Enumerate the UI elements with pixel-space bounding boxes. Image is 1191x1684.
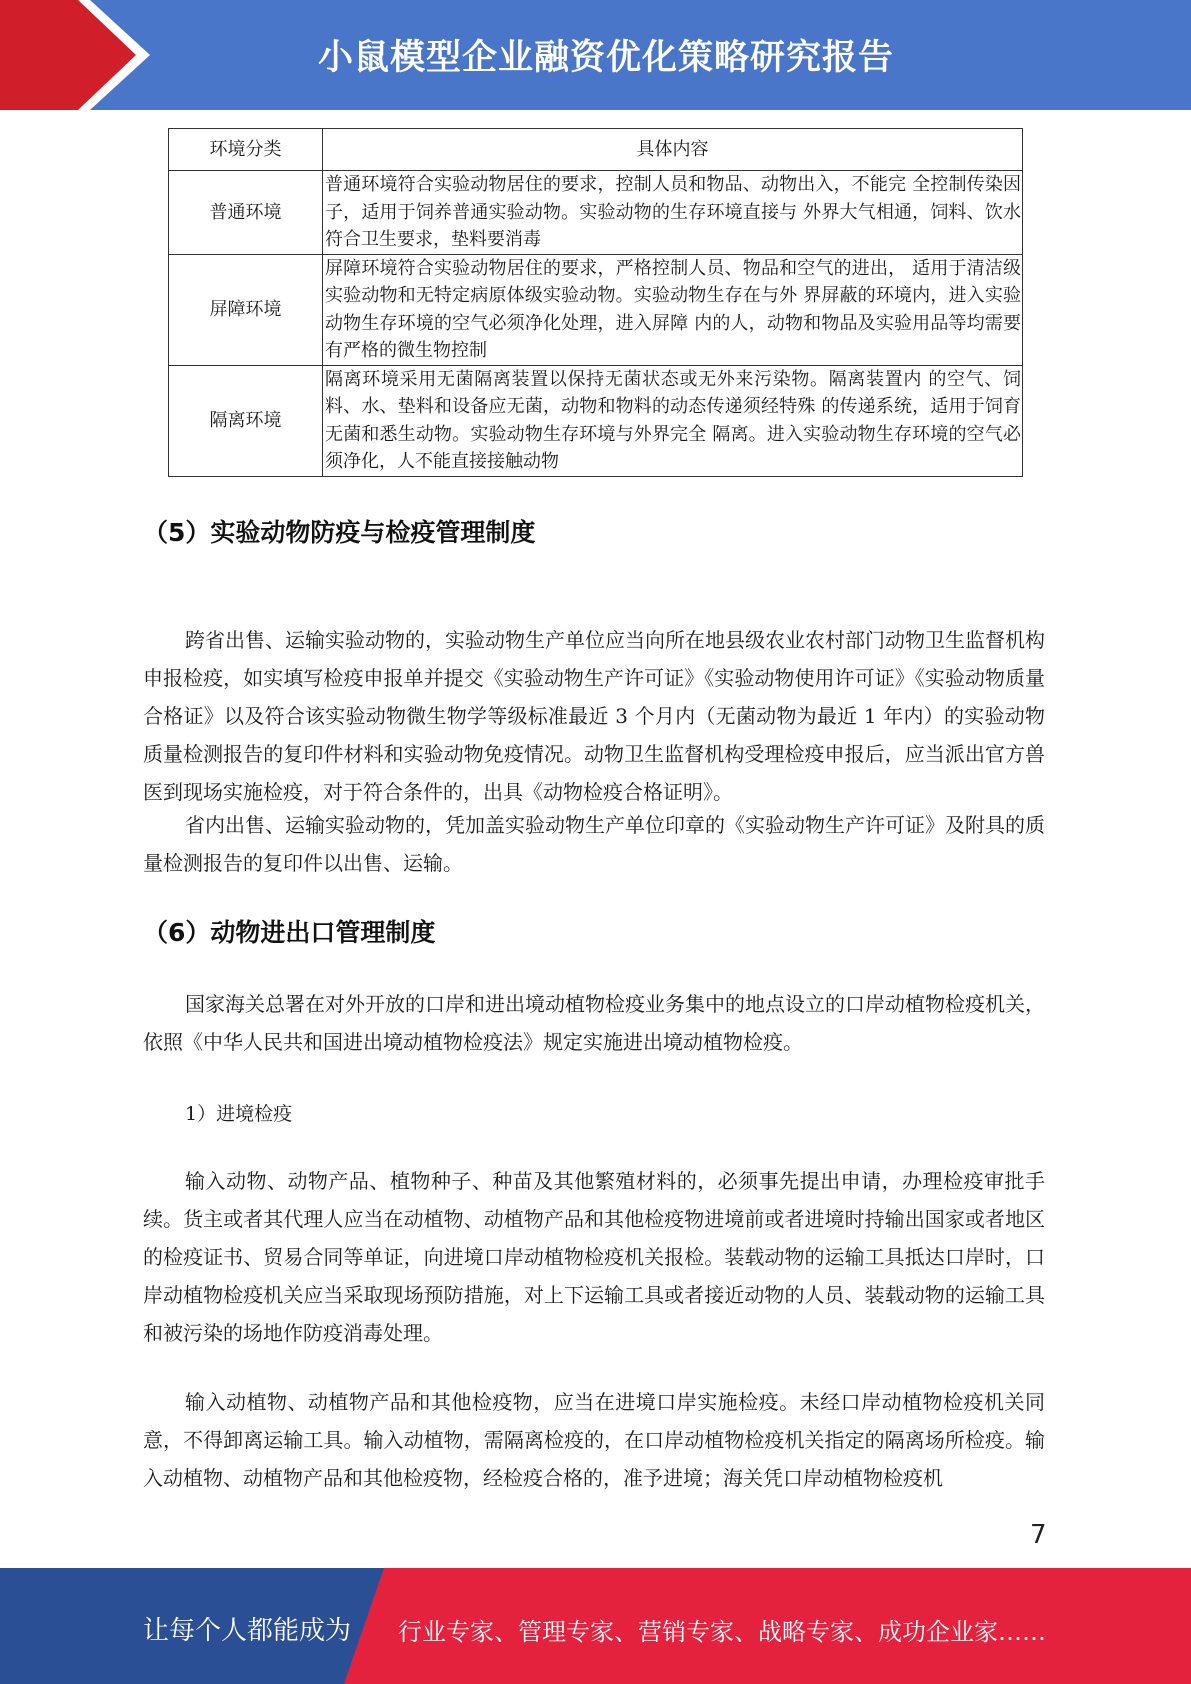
environment-classification-table: [168, 128, 1023, 477]
table-cell-category: 屏障环境: [169, 254, 323, 365]
table-header-row: [169, 129, 1023, 171]
header-red-chevron-shape: [0, 0, 150, 110]
table-header-category: 环境分类: [169, 129, 323, 171]
footer-slogan-left: 让每个人都能成为: [143, 1616, 352, 1646]
page-header: [0, 0, 1191, 110]
table-cell-content: 隔离环境采用无菌隔离装置以保持无菌状态或无外来污染物。隔离装置内 的空气、饲料、水、垫料和设备应无菌，动物和物料的动态传递须经特殊 的传递系统，适用于饲育无菌和悉生动物。实验动物生存环境与外界完全 隔离。进入实验动物生存环境的空气必须净化，人不能直接接触动物: [323, 365, 1023, 476]
paragraph: 输入动植物、动植物产品和其他检疫物，应当在进境口岸实施检疫。未经口岸动植物检疫机关同意，不得卸离运输工具。输入动植物，需隔离检疫的，在口岸动植物检疫机关指定的隔离场所检疫。输入动植物、动植物产品和其他检疫物，经检疫合格的，准予进境；海关凭口岸动植物检疫机: [143, 1390, 1045, 1490]
table-cell-content: 普通环境符合实验动物居住的要求，控制人员和物品、动物出入，不能完 全控制传染因子，适用于饲养普通实验动物。实验动物的生存环境直接与 外界大气相通，饲料、饮水符合卫生要求，垫料要消毒: [323, 171, 1023, 255]
paragraph: 省内出售、运输实验动物的，凭加盖实验动物生产单位印章的《实验动物生产许可证》及附具的质量检测报告的复印件以出售、运输。: [143, 813, 1045, 875]
paragraph: 输入动物、动物产品、植物种子、种苗及其他繁殖材料的，必须事先提出申请，办理检疫审批手续。货主或者其代理人应当在动植物、动植物产品和其他检疫物进境前或者进境时持输出国家或者地区的检疫证书、贸易合同等单证，向进境口岸动植物检疫机关报检。装载动物的运输工具抵达口岸时，口岸动植物检疫机关应当采取现场预防措施，对上下运输工具或者接近动物的人员、装载动物的运输工具和被污染的场地作防疫消毒处理。: [143, 1169, 1045, 1345]
table-cell-category: 普通环境: [169, 171, 323, 255]
table-cell-content: 屏障环境符合实验动物居住的要求，严格控制人员、物品和空气的进出， 适用于清洁级实验动物和无特定病原体级实验动物。实验动物生存在与外 界屏蔽的环境内，进入实验动物生存环境的空气必须净化处理，进入屏障 内的人，动物和物品及实验用品等均需要有严格的微生物控制: [323, 254, 1023, 365]
page-number: 7: [1030, 1520, 1047, 1550]
footer-slogan-right: 行业专家、管理专家、营销专家、战略专家、成功企业家……: [398, 1618, 1046, 1646]
paragraph: 跨省出售、运输实验动物的，实验动物生产单位应当向所在地县级农业农村部门动物卫生监督机构申报检疫，如实填写检疫申报单并提交《实验动物生产许可证》《实验动物使用许可证》《实验动物质量合格证》以及符合该实验动物微生物学等级标准最近 3 个月内（无菌动物为最近 1 年内）的实验动物质量检测报告的复印件材料和实验动物免疫情况。动物卫生监督机构受理检疫申报后，应当派出官方兽医到现场实施检疫，对于符合条件的，出具《动物检疫合格证明》。: [143, 628, 1045, 804]
report-title: 小鼠模型企业融资优化策略研究报告: [318, 38, 895, 78]
table-row: [169, 254, 1023, 365]
table-row: [169, 171, 1023, 255]
section-heading-6: （6）动物进出口管理制度: [143, 918, 436, 947]
table-header-content: 具体内容: [323, 129, 1023, 171]
section-heading-5: （5）实验动物防疫与检疫管理制度: [143, 518, 536, 547]
table-row: [169, 365, 1023, 476]
paragraph: 国家海关总署在对外开放的口岸和进出境动植物检疫业务集中的地点设立的口岸动植物检疫机关，依照《中华人民共和国进出境动植物检疫法》规定实施进出境动植物检疫。: [143, 992, 1045, 1054]
table-cell-category: 隔离环境: [169, 365, 323, 476]
subheading-entry-quarantine: 1）进境检疫: [185, 1103, 293, 1125]
